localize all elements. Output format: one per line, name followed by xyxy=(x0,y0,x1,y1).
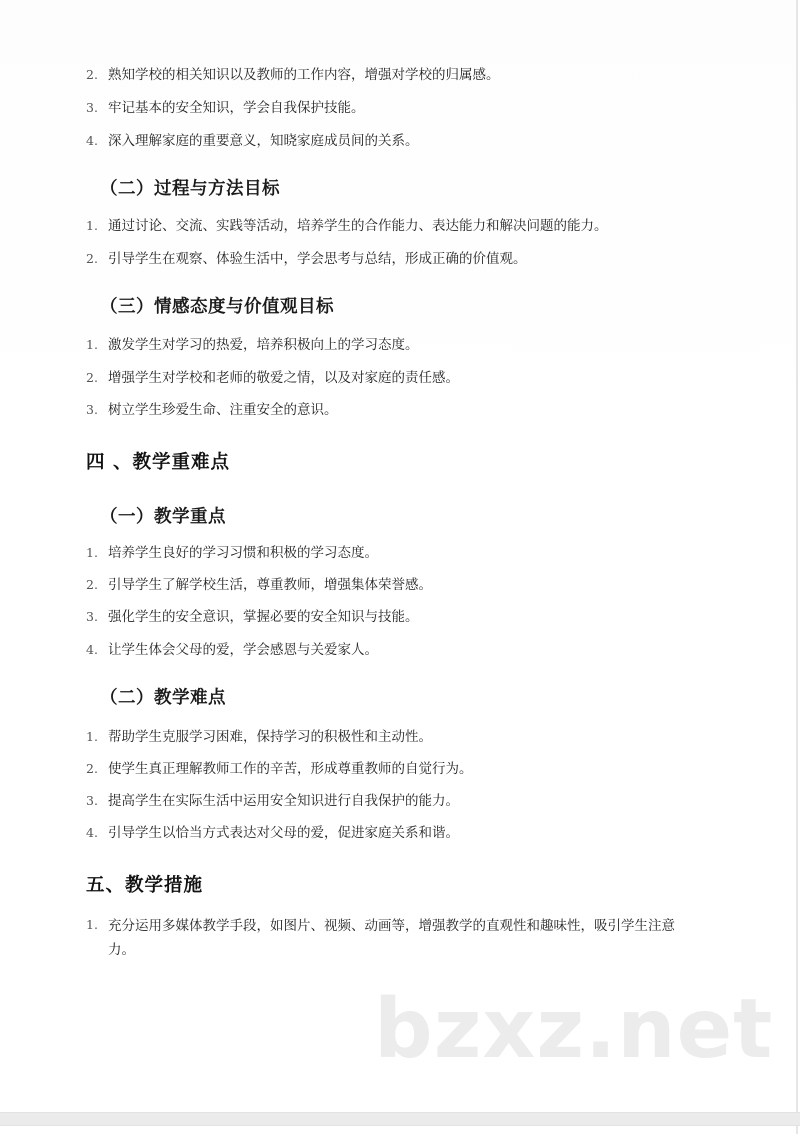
list-number: 2. xyxy=(86,67,98,82)
list-number: 3. xyxy=(86,609,98,624)
list-text: 让学生体会父母的爱，学会感恩与关爱家人。 xyxy=(108,642,378,658)
section-heading-teaching-measures: 五、教学措施 xyxy=(86,875,204,896)
list-number: 1. xyxy=(86,545,98,560)
section-heading-difficult-points: （二）教学难点 xyxy=(100,688,226,708)
list-item xyxy=(86,758,706,780)
list-text: 引导学生在观察、体验生活中，学会思考与总结，形成正确的价值观。 xyxy=(108,251,527,267)
list-number: 3. xyxy=(86,100,98,115)
list-item xyxy=(86,215,706,237)
list-item xyxy=(86,130,706,152)
next-page-edge xyxy=(0,1126,798,1134)
list-number: 3. xyxy=(86,793,98,808)
watermark: bzxz.net xyxy=(374,982,774,1077)
list-number: 2. xyxy=(86,761,98,776)
list-item xyxy=(86,399,706,421)
list-item xyxy=(86,542,706,564)
list-text: 帮助学生克服学习困难，保持学习的积极性和主动性。 xyxy=(108,729,432,745)
list-item xyxy=(86,726,706,748)
list-number: 1. xyxy=(86,917,98,932)
list-item xyxy=(86,334,706,356)
section-heading-process-method-goals: （二）过程与方法目标 xyxy=(100,179,280,199)
list-item xyxy=(86,64,706,86)
section-heading-key-points: （一）教学重点 xyxy=(100,507,226,527)
list-text: 充分运用多媒体教学手段，如图片、视频、动画等，增强教学的直观性和趣味性，吸引学生注意力。 xyxy=(108,918,675,958)
list-number: 2. xyxy=(86,251,98,266)
list-item xyxy=(86,822,706,844)
list-text: 引导学生以恰当方式表达对父母的爱，促进家庭关系和谐。 xyxy=(108,825,459,841)
list-text: 培养学生良好的学习习惯和积极的学习态度。 xyxy=(108,545,378,561)
list-number: 4. xyxy=(86,642,98,657)
list-text: 通过讨论、交流、实践等活动，培养学生的合作能力、表达能力和解决问题的能力。 xyxy=(108,218,608,234)
list-text: 提高学生在实际生活中运用安全知识进行自我保护的能力。 xyxy=(108,793,459,809)
section-heading-emotion-value-goals: （三）情感态度与价值观目标 xyxy=(100,297,334,317)
list-item xyxy=(86,97,706,119)
list-text: 使学生真正理解教师工作的辛苦，形成尊重教师的自觉行为。 xyxy=(108,761,473,777)
list-text: 深入理解家庭的重要意义，知晓家庭成员间的关系。 xyxy=(108,133,419,149)
list-number: 2. xyxy=(86,577,98,592)
list-text: 激发学生对学习的热爱，培养积极向上的学习态度。 xyxy=(108,337,419,353)
list-number: 1. xyxy=(86,218,98,233)
list-item xyxy=(86,248,706,270)
list-item xyxy=(86,574,706,596)
page-separator xyxy=(0,1112,800,1126)
list-text: 树立学生珍爱生命、注重安全的意识。 xyxy=(108,402,338,418)
list-number: 4. xyxy=(86,825,98,840)
list-number: 2. xyxy=(86,370,98,385)
list-text: 强化学生的安全意识，掌握必要的安全知识与技能。 xyxy=(108,609,419,625)
list-number: 4. xyxy=(86,133,98,148)
list-item xyxy=(86,639,706,661)
section-heading-key-difficult-points: 四 、教学重难点 xyxy=(86,452,230,473)
list-text: 牢记基本的安全知识，学会自我保护技能。 xyxy=(108,100,365,116)
list-item xyxy=(86,914,696,962)
list-text: 增强学生对学校和老师的敬爱之情，以及对家庭的责任感。 xyxy=(108,370,459,386)
list-item xyxy=(86,606,706,628)
list-number: 1. xyxy=(86,729,98,744)
list-item xyxy=(86,367,706,389)
list-text: 熟知学校的相关知识以及教师的工作内容，增强对学校的归属感。 xyxy=(108,67,500,83)
list-item xyxy=(86,790,706,812)
list-text: 引导学生了解学校生活，尊重教师，增强集体荣誉感。 xyxy=(108,577,432,593)
list-number: 1. xyxy=(86,337,98,352)
list-number: 3. xyxy=(86,402,98,417)
